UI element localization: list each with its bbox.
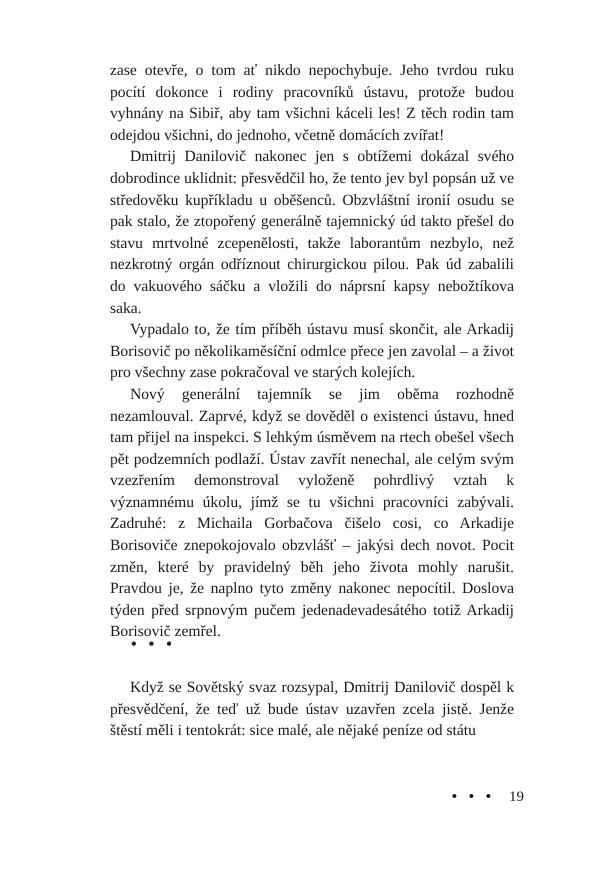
paragraph-1: zase otevře, o tom ať nikdo nepochybuje. Jeho tvrdou ruku pocítí dokonce i rodiny pracovníků ústavu, protože budou vyhnány na Sibiř, aby tam všichni káceli les! Z těch rodin tam odejdou všichni, do jednoho, včetně domácích zvířat! [110, 62, 514, 144]
section-separator: • • • [131, 636, 176, 653]
footer-ornament: • • • [451, 789, 495, 805]
page-footer [452, 789, 524, 806]
paragraph-2: Dmitrij Danilovič nakonec jen s obtížemi dokázal svého dobrodince uklidnit: přesvědčil ho, že tento jev byl popsán už ve středověku kupříkladu u oběšenců. Obzvláštní ironií osudu se pak stalo, že ztopořený generálně tajemnický úd takto přešel do stavu mrtvolné zcepenělosti, takže laborantům nezbylo, než nezkrotný orgán odříznout chirurgickou pilou. Pak úd zabalili do vakuového sáčku a vložili do náprsní kapsy nebožtíkova saka. [110, 148, 514, 317]
paragraph-3: Vypadalo to, že tím příběh ústavu musí skončit, ale Arkadij Borisovič po několikaměsíční odmlce přece jen zavolal – a život pro všechny zase pokračoval ve starých kolejích. [110, 321, 514, 382]
page-number: 19 [509, 789, 524, 805]
paragraph-5: Když se Sovětský svaz rozsypal, Dmitrij Danilovič dospěl k přesvědčení, že teď už bude ústav uzavřen zcela jistě. Jenže štěstí měli i tentokrát: sice malé, ale nějaké peníze od státu [110, 679, 514, 740]
paragraph-4: Nový generální tajemník se jim oběma rozhodně nezamlouval. Zaprvé, když se dověděl o existenci ústavu, hned tam přijel na inspekci. S lehkým úsměvem na rtech obešel všech pět podzemních podlaží. Ústav zavřít nenechal, ale celým svým vzezřením demonstroval vyloženě pohrdlivý vztah k významnému úkolu, jímž se tu všichni pracovníci zabývali. Zadruhé: z Michaila Gorbačova čišelo cosi, co Arkadije Borisoviče znepokojovalo obzvlášť – jakýsi dech novot. Pocit změn, které by pravidelný běh jeho života mohly narušit. Pravdou je, že naplno tyto změny nakonec nepocítil. Doslova týden před srpnovým pučem jedenadevadesátého totiž Arkadij Borisovič zemřel. [110, 385, 514, 641]
main-text-section-2 [110, 677, 514, 742]
main-text-section-1 [110, 60, 514, 643]
